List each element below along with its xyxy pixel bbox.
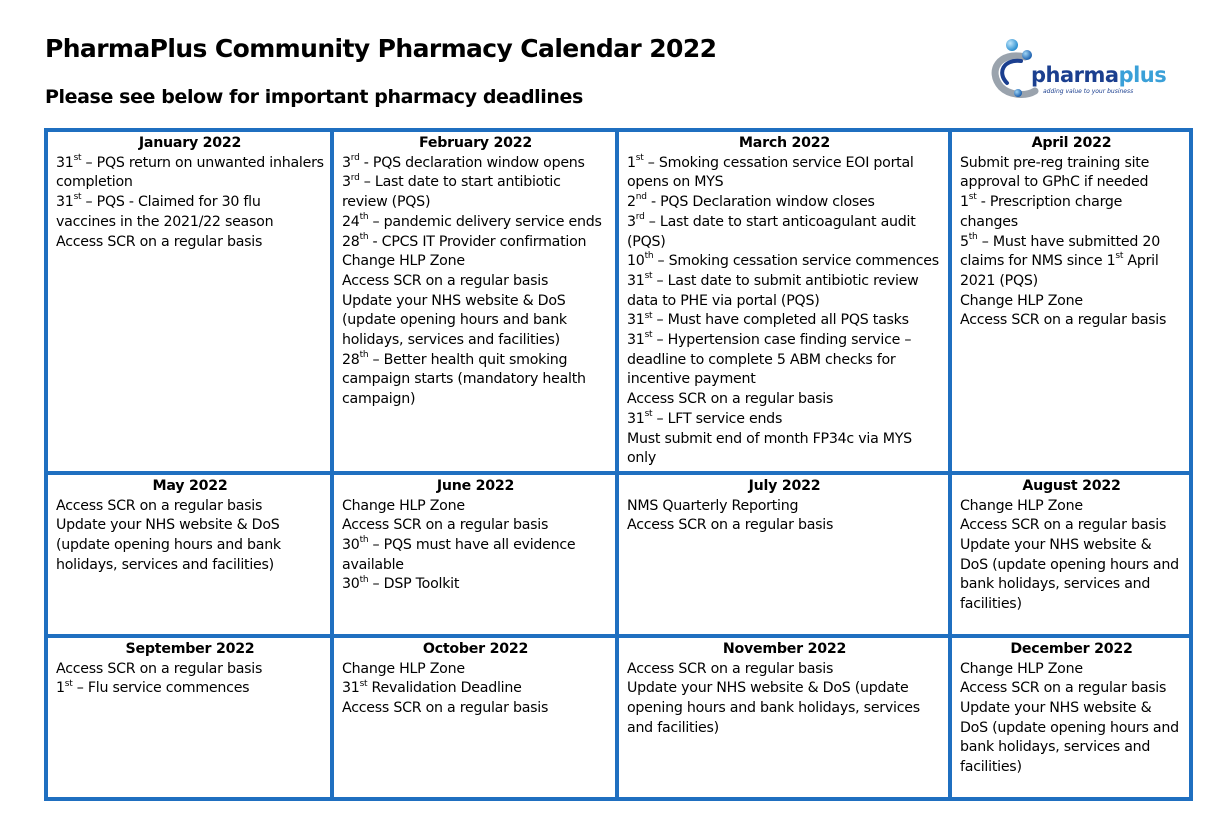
calendar-entry — [960, 193, 1183, 232]
entry-text: – Must have submitted 20 claims for NMS since 1 — [960, 233, 1160, 270]
ordinal-suffix: st — [73, 192, 82, 203]
calendar-entry — [56, 233, 324, 253]
month-title: January 2022 — [138, 135, 242, 151]
calendar-entry — [56, 660, 324, 680]
entry-text: 28 — [342, 233, 360, 250]
month-cell-september — [46, 636, 332, 799]
calendar-entry — [342, 497, 609, 517]
entry-text: Access SCR on a regular basis — [56, 660, 263, 677]
month-title: March 2022 — [738, 135, 831, 151]
entry-text: – PQS return on unwanted inhalers completion — [56, 154, 324, 191]
entry-text: 1 — [627, 154, 636, 171]
logo-wordmark — [1031, 65, 1166, 86]
month-title: June 2022 — [436, 477, 515, 494]
logo-tagline: adding value to your business — [1043, 88, 1134, 95]
entry-text: – Last date to submit antibiotic review data to PHE via portal (PQS) — [627, 272, 919, 309]
calendar-entry — [627, 679, 942, 738]
ordinal-suffix: rd — [350, 152, 360, 163]
entry-text: Update your NHS website & DoS (update opening hours and bank holidays, services and facilities) — [56, 517, 281, 573]
entry-text: 31 — [627, 312, 645, 329]
entry-text: Update your NHS website & DoS (update opening hours and bank holidays, services and facilities) — [342, 292, 567, 349]
ordinal-suffix: th — [644, 251, 654, 262]
entry-text: - PQS declaration window opens — [359, 154, 585, 171]
entry-text: April 2021 (PQS) — [960, 253, 1159, 289]
entry-text: Access SCR on a regular basis — [960, 312, 1167, 329]
entry-text: Change HLP Zone — [342, 660, 465, 677]
entry-text: - Prescription charge changes — [960, 194, 1123, 230]
calendar-entry — [960, 233, 1183, 292]
entry-text: Access SCR on a regular basis — [342, 700, 549, 717]
entry-text: 1 — [56, 680, 65, 697]
month-title: December 2022 — [1010, 640, 1133, 657]
entry-text: 31 — [56, 154, 74, 171]
entry-text: Must submit end of month FP34c via MYS only — [627, 430, 912, 467]
calendar-entry — [627, 252, 942, 272]
entry-text: Access SCR on a regular basis — [627, 517, 834, 534]
month-cell-march — [617, 130, 950, 473]
entry-text: Access SCR on a regular basis — [960, 680, 1167, 697]
ordinal-suffix: th — [359, 231, 369, 242]
month-cell-june — [332, 473, 617, 636]
calendar-entry — [342, 173, 609, 212]
ordinal-suffix: st — [644, 330, 653, 341]
calendar-entry — [960, 660, 1183, 680]
ordinal-suffix: th — [968, 231, 978, 242]
entry-text: 31 — [627, 272, 645, 289]
calendar-entry — [960, 497, 1183, 517]
month-title: September 2022 — [125, 640, 255, 657]
entry-text: 3 — [627, 213, 636, 230]
ordinal-suffix: st — [644, 271, 653, 282]
entry-text: Access SCR on a regular basis — [56, 233, 263, 250]
calendar-entry — [342, 252, 609, 272]
month-title: October 2022 — [422, 640, 529, 657]
calendar-row — [46, 473, 1191, 636]
calendar-entry — [627, 390, 942, 410]
pharmaplus-logo — [985, 35, 1170, 105]
month-title: May 2022 — [152, 477, 228, 494]
ordinal-suffix: th — [359, 350, 369, 360]
ordinal-suffix: nd — [635, 192, 647, 203]
entry-text: Update your NHS website & DoS (update opening hours and bank holidays, services and facilities) — [960, 700, 1179, 776]
entry-text: – pandemic delivery service ends — [368, 213, 602, 230]
entry-text: – Flu service commences — [72, 680, 250, 697]
entry-text: Update your NHS website & DoS (update opening hours and bank holidays, services and facilities) — [960, 537, 1179, 613]
ordinal-suffix: th — [359, 212, 369, 223]
entry-text: 3 — [342, 154, 351, 171]
entry-text: 10 — [627, 253, 645, 270]
entry-text: Change HLP Zone — [960, 660, 1083, 677]
entry-text: 31 — [342, 680, 360, 697]
calendar-row — [46, 636, 1191, 799]
month-cell-april — [950, 130, 1191, 473]
entry-text: – Hypertension case finding service – deadline to complete 5 ABM checks for incentive payment — [627, 332, 912, 388]
calendar-entry — [342, 213, 609, 233]
calendar-entry — [56, 679, 324, 699]
entry-text: Access SCR on a regular basis — [627, 391, 834, 408]
entry-text: – Smoking cessation service commences — [653, 253, 939, 270]
ordinal-suffix: st — [644, 310, 653, 321]
entry-text: Change HLP Zone — [342, 497, 465, 514]
calendar-entry — [960, 516, 1183, 536]
calendar-entry — [342, 660, 609, 680]
ordinal-suffix: st — [968, 192, 977, 203]
entry-text: 24 — [342, 213, 360, 230]
entry-text: 28 — [342, 351, 360, 368]
month-title: August 2022 — [1022, 477, 1121, 494]
calendar-entry — [342, 575, 609, 595]
entry-text: - CPCS IT Provider confirmation — [368, 233, 587, 250]
calendar-entry — [627, 311, 942, 331]
calendar-entry — [627, 410, 942, 430]
entry-text: 30 — [342, 537, 360, 554]
entry-text: 31 — [627, 410, 645, 427]
entry-text: – DSP Toolkit — [368, 576, 460, 593]
month-cell-august — [950, 473, 1191, 636]
entry-text: Access SCR on a regular basis — [342, 272, 549, 289]
ordinal-suffix: th — [359, 535, 369, 546]
entry-text: – Last date to start antibiotic review (PQS) — [342, 174, 561, 211]
entry-text: Revalidation Deadline — [367, 680, 522, 697]
entry-text: – LFT service ends — [652, 410, 783, 427]
ordinal-suffix: rd — [350, 172, 360, 183]
entry-text: – Better health quit smoking campaign starts (mandatory health campaign) — [342, 351, 586, 408]
ordinal-suffix: st — [64, 678, 73, 689]
ordinal-suffix: th — [359, 574, 369, 585]
calendar-entry — [342, 292, 609, 351]
calendar-entry — [960, 679, 1183, 699]
calendar-entry — [56, 154, 324, 193]
month-title: July 2022 — [748, 477, 821, 494]
calendar-entry — [627, 193, 942, 213]
entry-text: Submit pre-reg training site approval to GPhC if needed — [960, 154, 1150, 191]
entry-text: 31 — [627, 332, 645, 349]
entry-text: 2 — [627, 194, 636, 211]
ordinal-suffix: rd — [635, 212, 645, 223]
entry-text: Change HLP Zone — [960, 497, 1083, 514]
month-cell-february — [332, 130, 617, 473]
entry-text: – Last date to start anticoagulant audit (PQS) — [627, 213, 916, 250]
calendar-entry — [342, 351, 609, 410]
calendar-entry — [627, 660, 942, 680]
calendar-entry — [627, 272, 942, 311]
logo-word-plus: plus — [1118, 63, 1167, 87]
month-cell-december — [950, 636, 1191, 799]
calendar-entry — [627, 516, 942, 536]
ordinal-suffix: st — [1115, 251, 1124, 262]
calendar-entry — [342, 699, 609, 719]
calendar-entry — [627, 154, 942, 193]
month-title: November 2022 — [722, 640, 847, 657]
month-cell-november — [617, 636, 950, 799]
entry-text: Update your NHS website & DoS (update opening hours and bank holidays, services and facilities) — [627, 680, 920, 736]
calendar-entry — [960, 536, 1183, 615]
entry-text: – Must have completed all PQS tasks — [652, 312, 909, 329]
logo-word-pharma: pharma — [1031, 63, 1119, 87]
entry-text: – Smoking cessation service EOI portal opens on MYS — [627, 154, 914, 191]
month-cell-may — [46, 473, 332, 636]
calendar-entry — [627, 213, 942, 252]
month-title: February 2022 — [419, 135, 532, 151]
page-subtitle: Please see below for important pharmacy deadlines — [45, 86, 583, 108]
calendar-entry — [627, 430, 942, 469]
calendar-entry — [960, 311, 1183, 331]
entry-text: - PQS Declaration window closes — [646, 194, 875, 211]
ordinal-suffix: st — [644, 409, 653, 420]
calendar-entry — [960, 292, 1183, 312]
ordinal-suffix: st — [635, 152, 644, 163]
month-title: April 2022 — [1031, 135, 1112, 151]
month-cell-october — [332, 636, 617, 799]
entry-text: 5 — [960, 233, 969, 250]
entry-text: Access SCR on a regular basis — [627, 660, 834, 677]
entry-text: 3 — [342, 174, 351, 191]
month-cell-july — [617, 473, 950, 636]
calendar-entry — [960, 699, 1183, 778]
ordinal-suffix: st — [73, 152, 82, 163]
entry-text: 30 — [342, 576, 360, 593]
entry-text: Access SCR on a regular basis — [960, 517, 1167, 534]
page-title: PharmaPlus Community Pharmacy Calendar 2022 — [45, 34, 717, 63]
entry-text: 31 — [56, 194, 74, 211]
calendar-entry — [56, 497, 324, 517]
calendar-entry — [960, 154, 1183, 193]
calendar-entry — [342, 272, 609, 292]
calendar-entry — [342, 536, 609, 575]
calendar-entry — [342, 516, 609, 536]
entry-text: – PQS - Claimed for 30 flu vaccines in the 2021/22 season — [56, 194, 274, 230]
entry-text: Change HLP Zone — [960, 292, 1083, 309]
entry-text: Access SCR on a regular basis — [342, 517, 549, 534]
entry-text: 1 — [960, 194, 969, 211]
entry-text: Access SCR on a regular basis — [56, 497, 263, 514]
calendar-row — [46, 130, 1191, 473]
month-cell-january — [46, 130, 332, 473]
entry-text: NMS Quarterly Reporting — [627, 497, 799, 514]
calendar-grid — [44, 128, 1193, 801]
calendar-entry — [342, 154, 609, 174]
ordinal-suffix: st — [359, 678, 368, 689]
calendar-entry — [342, 679, 609, 699]
calendar-entry — [627, 331, 942, 390]
entry-text: – PQS must have all evidence available — [342, 537, 576, 573]
calendar-entry — [56, 193, 324, 232]
calendar-entry — [56, 516, 324, 575]
entry-text: Change HLP Zone — [342, 253, 465, 270]
calendar-entry — [342, 233, 609, 253]
calendar-entry — [627, 497, 942, 517]
